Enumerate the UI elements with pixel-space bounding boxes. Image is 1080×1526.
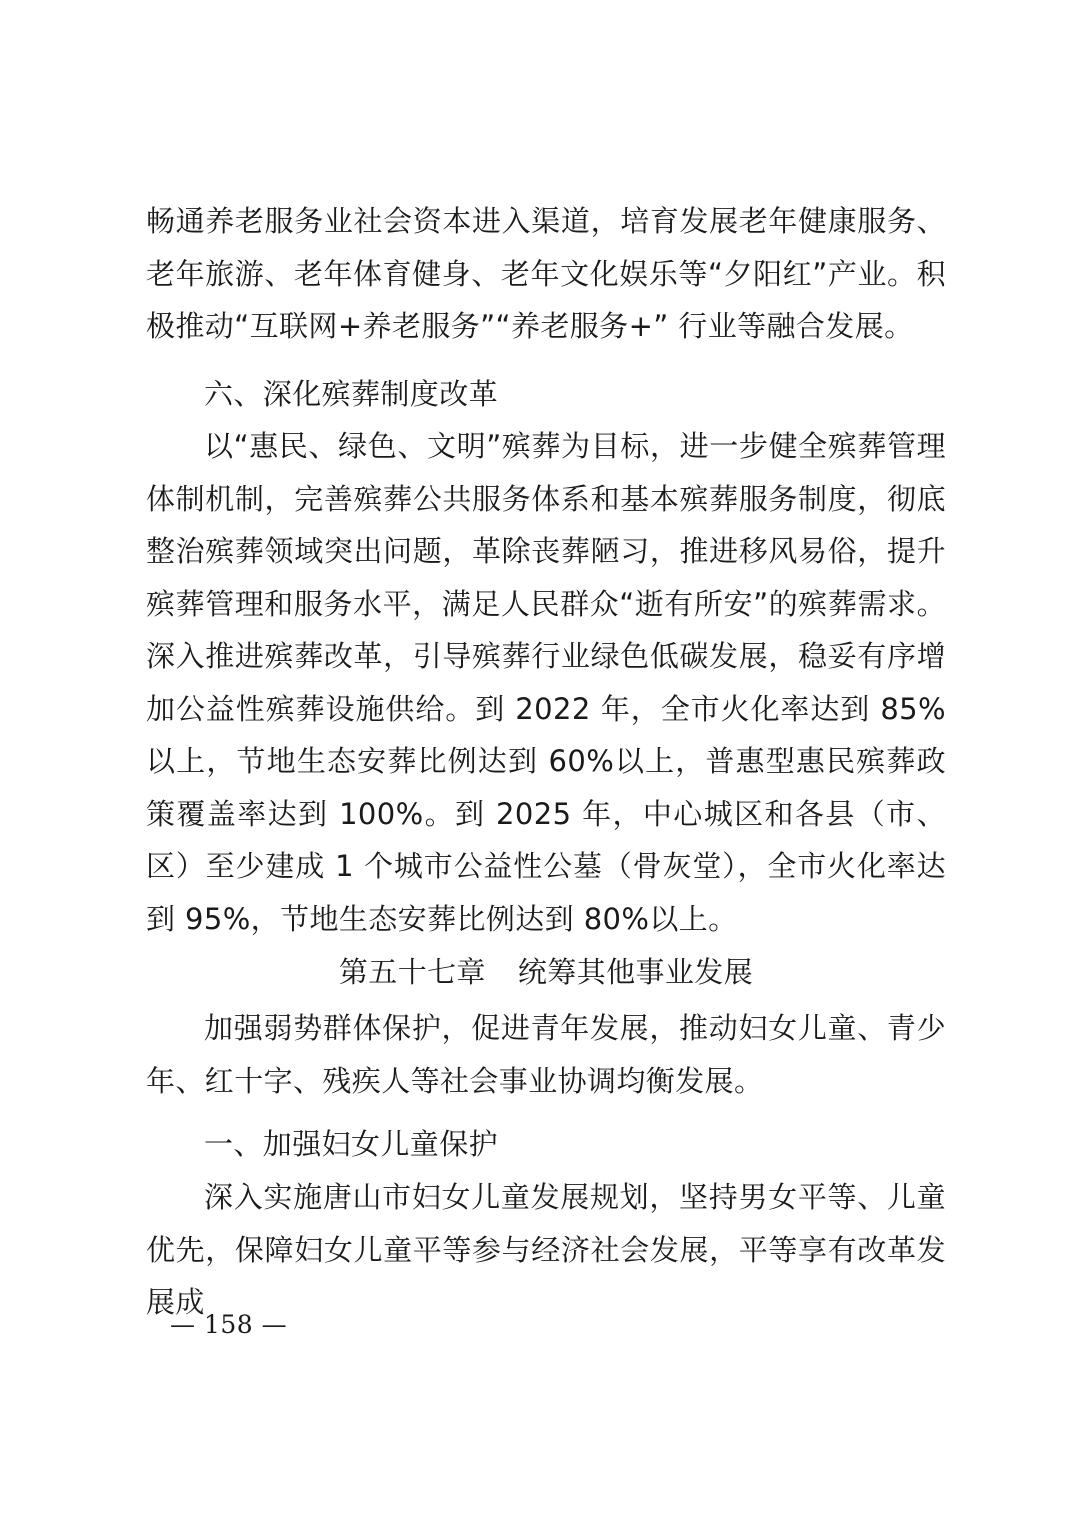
chapter-title: 统筹其他事业发展: [517, 955, 754, 989]
chapter-number: 第五十七章: [338, 955, 486, 989]
section-one-body: 深入实施唐山市妇女儿童发展规划，坚持男女平等、儿童优先，保障妇女儿童平等参与经济社会发展，平等享有改革发展成: [146, 1180, 946, 1319]
chapter-intro: 加强弱势群体保护，促进青年发展，推动妇女儿童、青少年、红十字、残疾人等社会事业协调均衡发展。: [146, 1011, 946, 1098]
chapter-heading: [146, 946, 946, 999]
section-six-body: 以“惠民、绿色、文明”殡葬为目标，进一步健全殡葬管理体制机制，完善殡葬公共服务体系和基本殡葬服务制度，彻底整治殡葬领域突出问题，革除丧葬陋习，推进移风易俗，提升殡葬管理和服务水平，满足人民群众“逝有所安”的殡葬需求。深入推进殡葬改革，引导殡葬行业绿色低碳发展，稳妥有序增加公益性殡葬设施供给。到 2022 年，全市火化率达到 85%以上，节地生态安葬比例达到 60%以上，普惠型惠民殡葬政策覆盖率达到 100%。到 2025 年，中心城区和各县（市、区）至少建成 1 个城市公益性公墓（骨灰堂），全市火化率达到 95%，节地生态安葬比例达到 80%以上。: [146, 429, 946, 936]
section-six-heading: 六、深化殡葬制度改革: [204, 377, 499, 411]
section-one-heading: 一、加强妇女儿童保护: [204, 1127, 499, 1161]
paragraph-continuation: 畅通养老服务业社会资本进入渠道，培育发展老年健康服务、老年旅游、老年体育健身、老年文化娱乐等“夕阳红”产业。积极推动“互联网+养老服务”“养老服务+” 行业等融合发展。: [146, 204, 946, 343]
page-number: — 158 —: [170, 1310, 288, 1339]
